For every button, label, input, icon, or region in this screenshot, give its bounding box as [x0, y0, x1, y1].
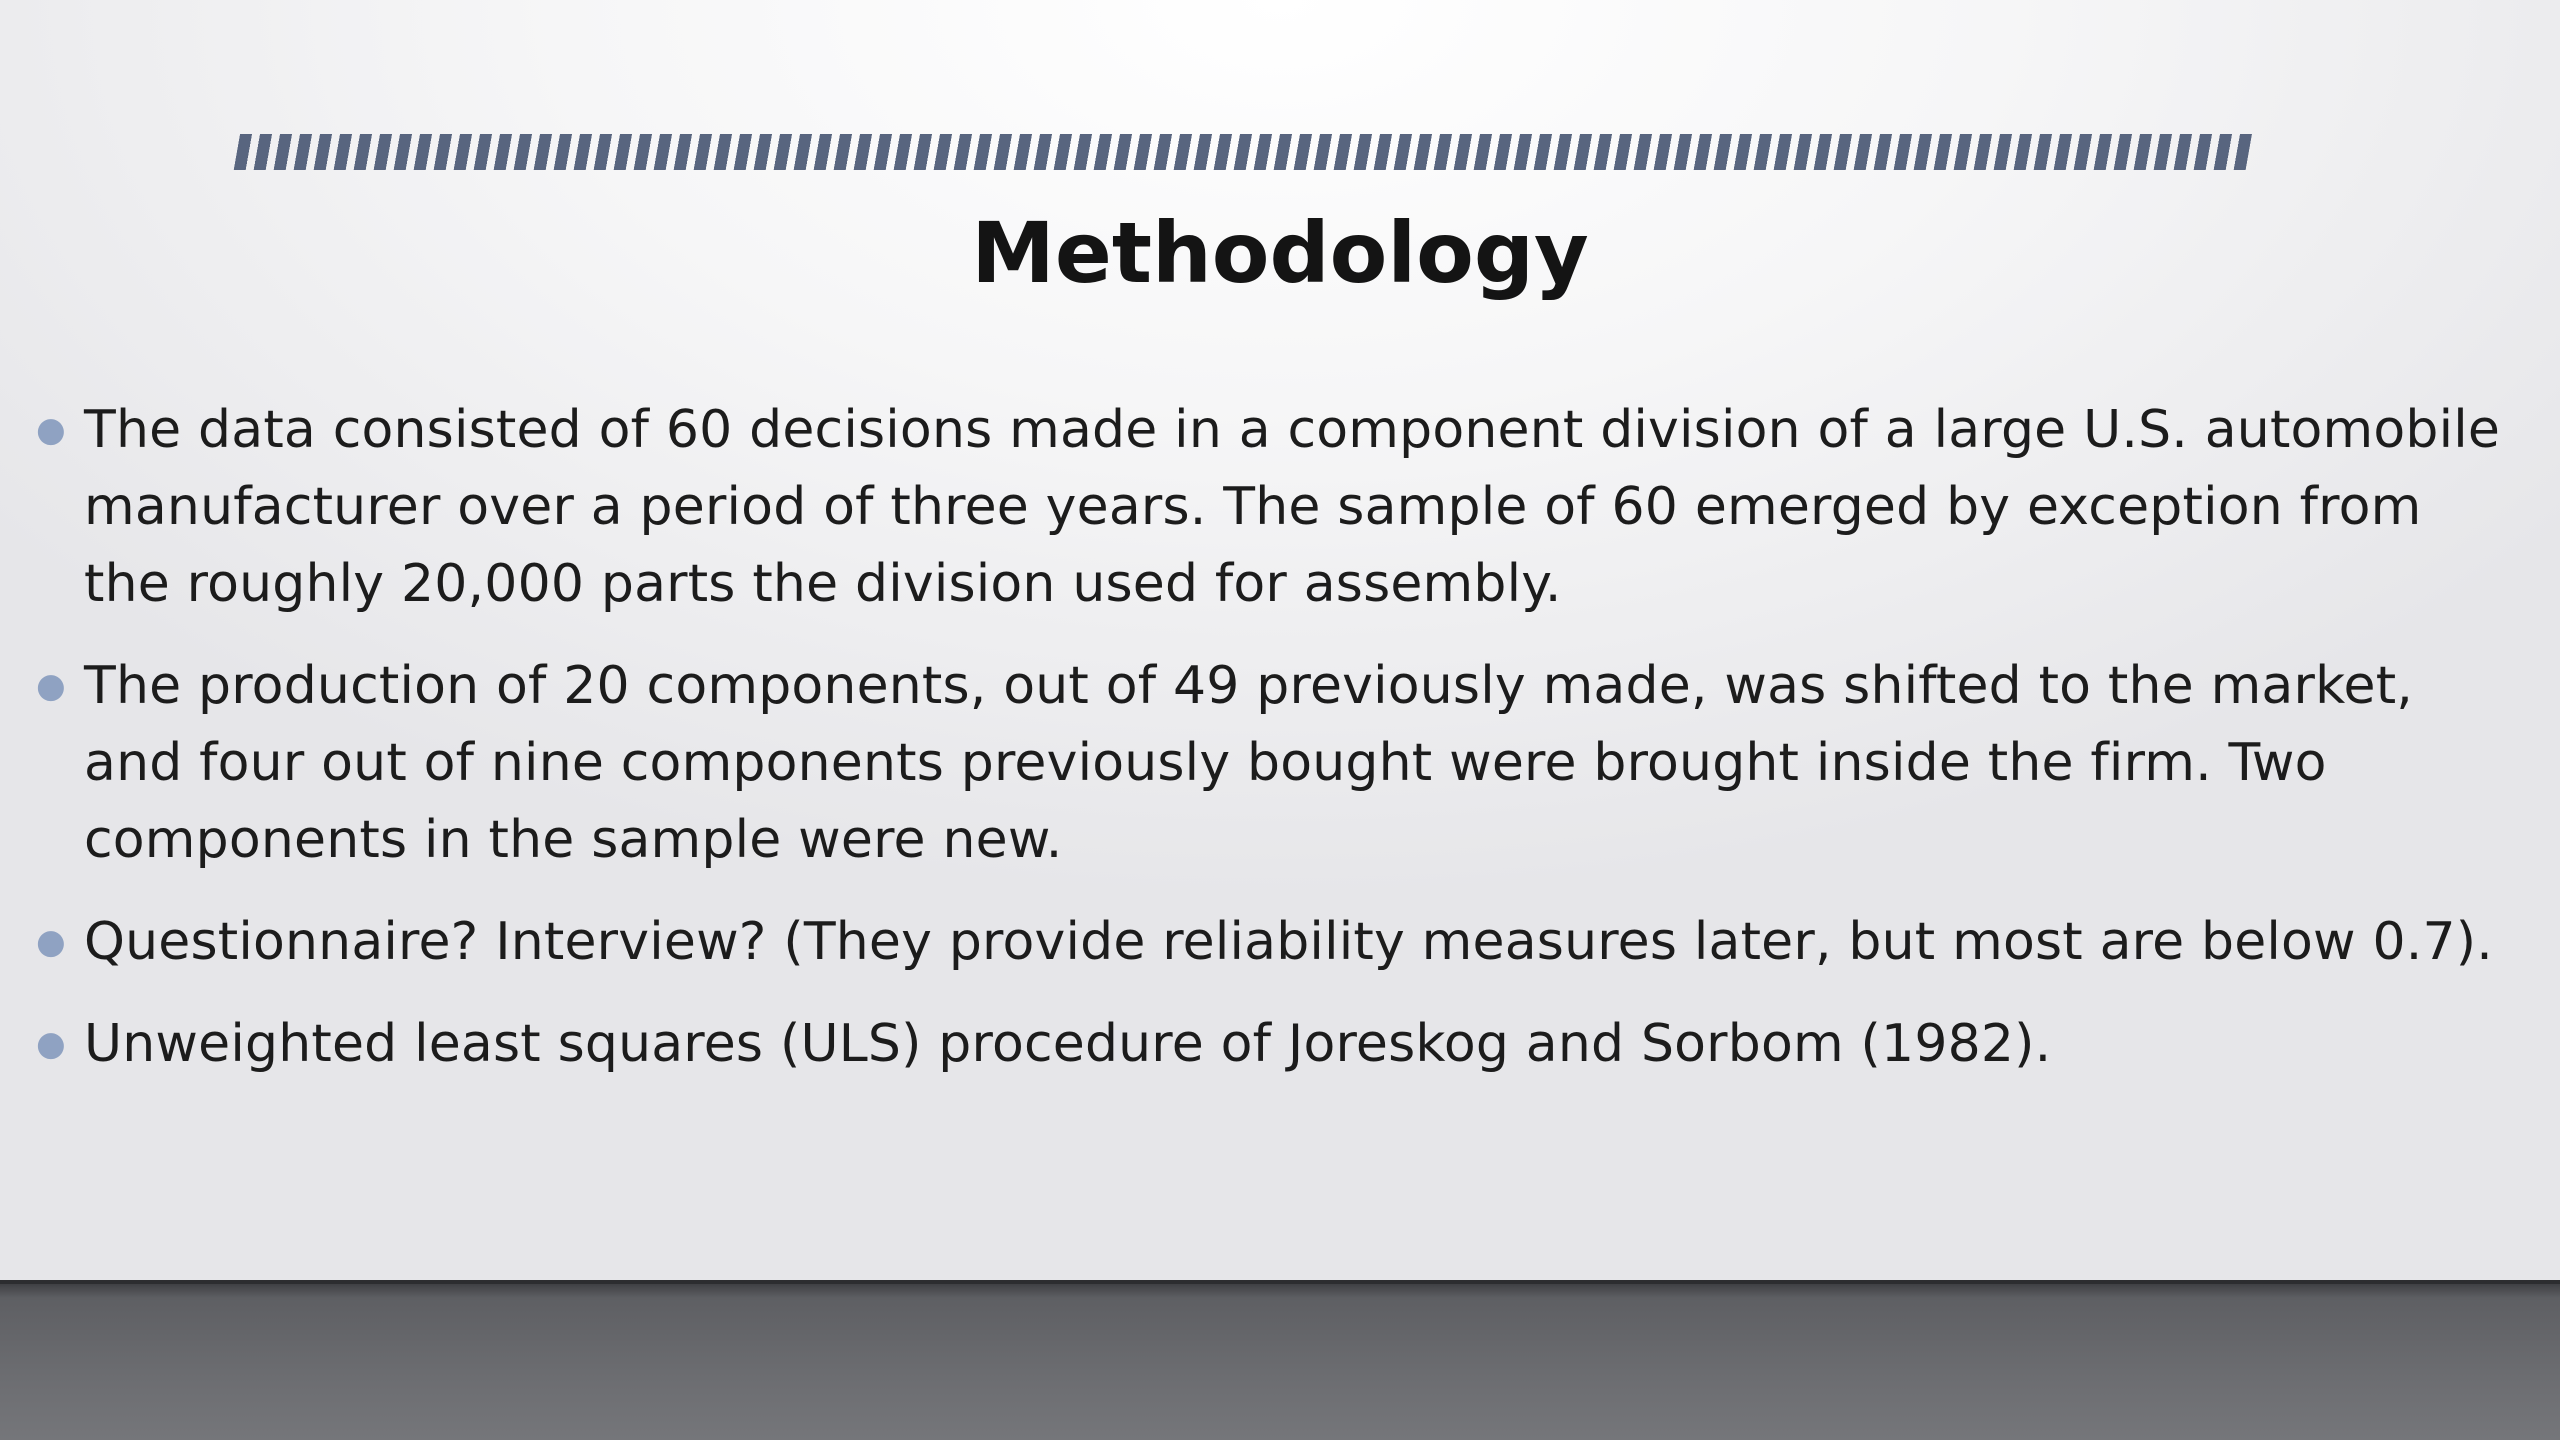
slide-title: Methodology: [971, 204, 1589, 302]
bullet-text: The data consisted of 60 decisions made in a component division of a large U.S. automobile manufacturer over a period of three years. The sample of 60 emerged by exception from the roughly 20,000 parts the division used for assembly.: [84, 400, 2501, 614]
bullet-text: The production of 20 components, out of 49 previously made, was shifted to the market, and four out of nine components previously bought were brought inside the firm. Two components in the sample were new.: [84, 656, 2414, 870]
floor-background: [0, 1284, 2560, 1440]
bullet-text: Questionnaire? Interview? (They provide reliability measures later, but most are below 0.7).: [84, 912, 2494, 972]
bullet-item: [36, 648, 2516, 879]
decorative-stripe-bar: [234, 134, 2252, 170]
bullet-dot-icon: ●: [36, 666, 66, 706]
bullet-list: [36, 392, 2516, 1108]
bullet-dot-icon: ●: [36, 410, 66, 450]
bullet-item: [36, 1006, 2516, 1083]
bullet-item: [36, 904, 2516, 981]
bullet-text: Unweighted least squares (ULS) procedure of Joreskog and Sorbom (1982).: [84, 1014, 2052, 1074]
bullet-item: [36, 392, 2516, 623]
bullet-dot-icon: ●: [36, 1024, 66, 1064]
bullet-dot-icon: ●: [36, 922, 66, 962]
